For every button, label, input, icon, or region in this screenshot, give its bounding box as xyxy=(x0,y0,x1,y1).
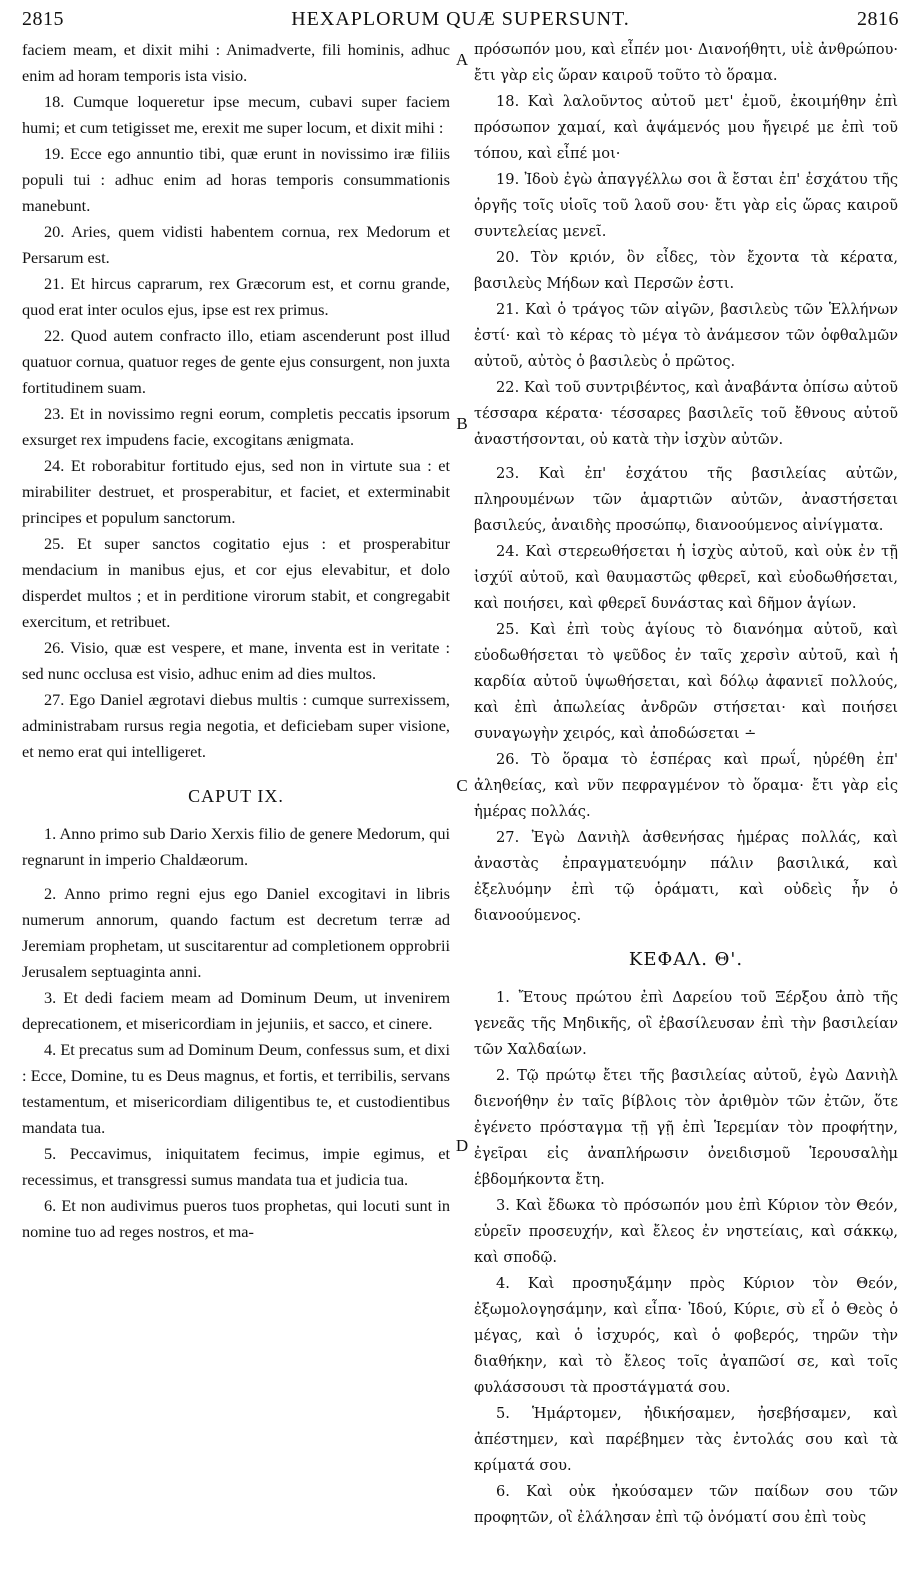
greek-verse-20: 20. Τὸν κριόν, ὃν εἶδες, τὸν ἔχοντα τὰ κέρατα, βασιλεὺς Μήδων καὶ Περσῶν ἐστι. xyxy=(474,249,898,292)
latin-ch9-verse-5: 5. Peccavimus, iniquitatem fecimus, impie egimus, et recessimus, et transgressi sumus mandata tua et judicia tua. xyxy=(22,1144,450,1189)
greek-chapter-heading: ΚΕΦΑΛ. Θ'. xyxy=(628,949,744,970)
latin-ch9-verse-6: 6. Et non audivimus pueros tuos prophetas, qui locuti sunt in nomine tuo ad reges nostros, et ma- xyxy=(22,1196,450,1241)
latin-ch9-verse-3: 3. Et dedi faciem meam ad Dominum Deum, ut invenirem deprecationem, et misericordiam in jejuniis, et sacco, et cinere. xyxy=(22,988,450,1033)
section-marker-c: C xyxy=(456,776,468,795)
running-title: HEXAPLORUM QUÆ SUPERSUNT. xyxy=(291,8,630,30)
greek-column xyxy=(474,37,898,1531)
greek-verse-27: 27. Ἐγὼ Δανιὴλ ἀσθενήσας ἡμέρας πολλάς, καὶ ἀναστὰς ἐπραγματευόμην πάλιν βασιλικά, καὶ ἐξελυόμην ἐπὶ τῷ ὁράματι, καὶ οὐδεὶς ἦν ὁ διανοούμενος. xyxy=(474,829,898,924)
latin-ch9-verse-1: 1. Anno primo sub Dario Xerxis filio de genere Medorum, qui regnarunt in imperio Chaldæorum. xyxy=(22,824,450,869)
latin-column xyxy=(22,37,450,1245)
section-marker-d: D xyxy=(455,1136,469,1155)
latin-verse-25: 25. Et super sanctos cogitatio ejus : et prosperabitur mendacium in manibus ejus, et cor ejus elevabitur, et dolo disperdet multos ; et in perditione virorum stabit, et congregabit exercitum, et retribuet. xyxy=(22,534,450,631)
greek-verse-21: 21. Καὶ ὁ τράγος τῶν αἰγῶν, βασιλεὺς τῶν Ἑλλήνων ἐστί· καὶ τὸ κέρας τὸ μέγα τὸ ἀνάμεσον τῶν ὀφθαλμῶν αὐτοῦ, αὐτὸς ὁ βασιλεὺς ὁ πρῶτος. xyxy=(474,301,898,370)
latin-verse-20: 20. Aries, quem vidisti habentem cornua, rex Medorum et Persarum est. xyxy=(22,222,450,267)
latin-verse-27: 27. Ego Daniel ægrotavi diebus multis : cumque surrexissem, administrabam rursus regia negotia, et deficiebam super visione, et nemo erat qui intelligeret. xyxy=(22,690,450,761)
latin-verse-21: 21. Et hircus caprarum, rex Græcorum est, et cornu grande, quod erat inter oculos ejus, ipse est rex primus. xyxy=(22,274,450,319)
latin-verse-17-continuation: faciem meam, et dixit mihi : Animadverte, fili hominis, adhuc enim ad horam temporis ista visio. xyxy=(22,40,450,85)
greek-verse-23: 23. Καὶ ἐπ' ἐσχάτου τῆς βασιλείας αὐτῶν, πληρουμένων τῶν ἁμαρτιῶν αὐτῶν, ἀναστήσεται βασιλεύς, ἀναιδὴς προσώπῳ, διανοούμενος αἰνίγματα. xyxy=(474,465,898,534)
latin-ch9-verse-4: 4. Et precatus sum ad Dominum Deum, confessus sum, et dixi : Ecce, Domine, tu es Deus magnus, et fortis, et terribilis, servans testamentum, et misericordiam diligentibus te, et custodientibus mandata tua. xyxy=(22,1040,450,1137)
greek-verse-25: 25. Καὶ ἐπὶ τοὺς ἁγίους τὸ διανόημα αὐτοῦ, καὶ εὐοδωθήσεται τὸ ψεῦδος ἐν ταῖς χερσὶν αὐτοῦ, καὶ ἡ καρδία αὐτοῦ ὑψωθήσεται, καὶ δόλῳ ἀφανιεῖ πολλούς, καὶ ἐπὶ ἀπωλείας ἀνδρῶν στήσεται· καὶ ποιήσει συναγωγὴν χειρός, καὶ ἀποδώσεται ∸ xyxy=(474,621,898,742)
latin-verse-24: 24. Et roborabitur fortitudo ejus, sed non in virtute sua : et mirabiliter destruet, et prosperabitur, et faciet, et exterminabit principes et populum sanctorum. xyxy=(22,456,450,527)
greek-ch9-verse-6: 6. Καὶ οὐκ ἠκούσαμεν τῶν παίδων σου τῶν προφητῶν, οἳ ἐλάλησαν ἐπὶ τῷ ὀνόματί σου ἐπὶ τοὺς xyxy=(474,1483,898,1526)
left-page-number: 2815 xyxy=(22,8,64,30)
greek-verse-26: 26. Τὸ ὅραμα τὸ ἑσπέρας καὶ πρωΐ, ηὑρέθη ἐπ' ἀληθείας, καὶ νῦν πεφραγμένον τὸ ὅραμα· ἔτι γὰρ εἰς ἡμέρας πολλάς. xyxy=(474,751,898,820)
greek-verse-19: 19. Ἰδοὺ ἐγὼ ἀπαγγέλλω σοι ἃ ἔσται ἐπ' ἐσχάτου τῆς ὀργῆς τοῖς υἱοῖς τοῦ λαοῦ σου· ἔτι γὰρ εἰς ὥρας καιροῦ συντελείας μενεῖ. xyxy=(474,171,898,240)
latin-verse-19: 19. Ecce ego annuntio tibi, quæ erunt in novissimo iræ filiis populi tui : adhuc enim ad horas temporis consummationis manebunt. xyxy=(22,144,450,215)
greek-verse-22: 22. Καὶ τοῦ συντριβέντος, καὶ ἀναβάντα ὀπίσω αὐτοῦ τέσσαρα κέρατα· τέσσαρες βασιλεῖς τοῦ ἔθνους αὐτοῦ ἀναστήσονται, οὐ κατὰ τὴν ἰσχὺν αὐτῶν. xyxy=(474,379,898,448)
greek-ch9-verse-1: 1. Ἔτους πρώτου ἐπὶ Δαρείου τοῦ Ξέρξου ἀπὸ τῆς γενεᾶς τῆς Μηδικῆς, οἳ ἐβασίλευσαν ἐπὶ τὴν βασιλείαν τῶν Χαλδαίων. xyxy=(474,989,898,1058)
greek-verse-24: 24. Καὶ στερεωθήσεται ἡ ἰσχὺς αὐτοῦ, καὶ οὐκ ἐν τῇ ἰσχύϊ αὐτοῦ, καὶ θαυμαστῶς φθερεῖ, καὶ εὐοδωθήσεται, καὶ ποιήσει, καὶ φθερεῖ δυνάστας καὶ δῆμον ἁγίων. xyxy=(474,543,898,612)
section-marker-b: B xyxy=(456,414,468,433)
latin-verse-18: 18. Cumque loqueretur ipse mecum, cubavi super faciem humi; et cum tetigisset me, erexit me super locum, et dixit mihi : xyxy=(22,92,450,137)
greek-ch9-verse-3: 3. Καὶ ἔδωκα τὸ πρόσωπόν μου ἐπὶ Κύριον τὸν Θεόν, εὑρεῖν προσευχήν, καὶ ἔλεος ἐν νηστείαις, καὶ σάκκῳ, καὶ σποδῷ. xyxy=(474,1197,898,1266)
latin-chapter-heading: CAPUT IX. xyxy=(188,786,284,806)
latin-verse-23: 23. Et in novissimo regni eorum, completis peccatis ipsorum exsurget rex impudens facie, excogitans ænigmata. xyxy=(22,404,450,449)
greek-ch9-verse-4: 4. Καὶ προσηυξάμην πρὸς Κύριον τὸν Θεόν, ἐξωμολογησάμην, καὶ εἶπα· Ἰδού, Κύριε, σὺ εἶ ὁ Θεὸς ὁ μέγας, καὶ ὁ ἰσχυρός, καὶ ὁ φοβερός, τηρῶν τὴν διαθήκην, καὶ τὸ ἔλεος τοῖς ἀγαπῶσί σε, καὶ τοῖς φυλάσσουσι τὰ προστάγματά σου. xyxy=(474,1275,898,1396)
greek-ch9-verse-2: 2. Τῷ πρώτῳ ἔτει τῆς βασιλείας αὐτοῦ, ἐγὼ Δανιὴλ διενοήθην ἐν ταῖς βίβλοις τὸν ἀριθμὸν τῶν ἐτῶν, ὅτε ἐγένετο πρόσταγμα τῇ γῇ ἐπὶ Ἱερεμίαν τὸν προφήτην, ἐγεῖραι εἰς ἀναπλήρωσιν ὀνειδισμοῦ Ἱερουσαλὴμ ἑβδομήκοντα ἔτη. xyxy=(474,1067,898,1188)
latin-verse-26: 26. Visio, quæ est vespere, et mane, inventa est in veritate : sed nunc occlusa est visio, adhuc enim ad dies multos. xyxy=(22,638,450,683)
greek-verse-17-continuation: πρόσωπόν μου, καὶ εἶπέν μοι· Διανοήθητι, υἱὲ ἀνθρώπου· ἔτι γὰρ εἰς ὥραν καιροῦ τοῦτο τὸ ὅραμα. xyxy=(474,41,898,84)
section-marker-a: A xyxy=(455,50,469,69)
latin-verse-22: 22. Quod autem confracto illo, etiam ascenderunt post illud quatuor cornua, quatuor reges de gente ejus consurgent, non juxta fortitudinem suam. xyxy=(22,326,450,397)
greek-ch9-verse-5: 5. Ἡμάρτομεν, ἠδικήσαμεν, ἠσεβήσαμεν, καὶ ἀπέστημεν, καὶ παρέβημεν τὰς ἐντολάς σου καὶ τὰ κρίματά σου. xyxy=(474,1405,898,1474)
latin-ch9-verse-2: 2. Anno primo regni ejus ego Daniel excogitavi in libris numerum annorum, quando factum est decretum terræ ad Jeremiam prophetam, ut suscitarentur ad completionem opprobrii Jerusalem septuaginta anni. xyxy=(22,884,450,981)
right-page-number: 2816 xyxy=(857,8,899,30)
running-header xyxy=(22,8,899,34)
greek-verse-18: 18. Καὶ λαλοῦντος αὐτοῦ μετ' ἐμοῦ, ἐκοιμήθην ἐπὶ πρόσωπον χαμαί, καὶ ἁψάμενός μου ἤγειρέ με ἐπὶ τοῦ τόπου, καὶ εἶπέ μοι· xyxy=(474,93,898,162)
